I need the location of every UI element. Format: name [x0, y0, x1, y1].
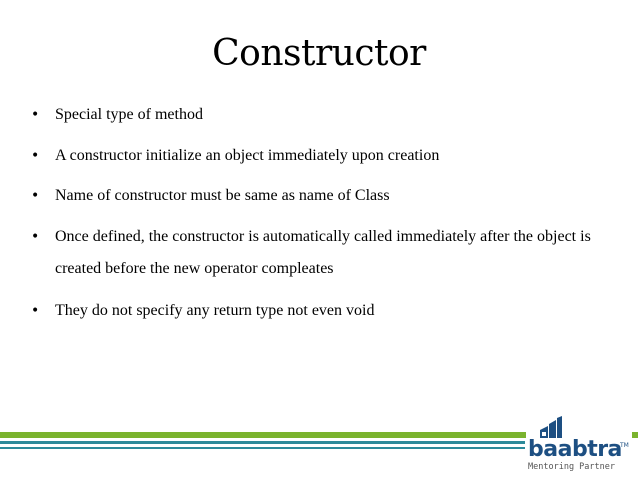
bullet-marker: • [31, 188, 40, 204]
bullet-marker: • [31, 229, 40, 245]
footer-teal-rule-thin [0, 447, 525, 449]
logo-tagline: Mentoring Partner [528, 462, 615, 472]
bullet-marker: • [31, 303, 40, 319]
slide-title: Constructor [212, 33, 426, 74]
bullet-text: Name of constructor must be same as name of Class [55, 187, 390, 204]
bullet-marker: • [31, 107, 40, 123]
bullet-text: They do not specify any return type not even void [55, 302, 375, 319]
logo-wordmark: baabtra [528, 437, 622, 462]
bullet-marker: • [31, 148, 40, 164]
bullet-text: Once defined, the constructor is automatically called immediately after the object is created before the new operator compleates [55, 228, 591, 277]
bullet-text: A constructor initialize an object immediately upon creation [55, 147, 440, 164]
baabtra-logo [526, 412, 632, 472]
bullet-text: Special type of method [55, 106, 203, 123]
footer-teal-rule [0, 441, 525, 444]
logo-trademark: TM [620, 442, 629, 449]
